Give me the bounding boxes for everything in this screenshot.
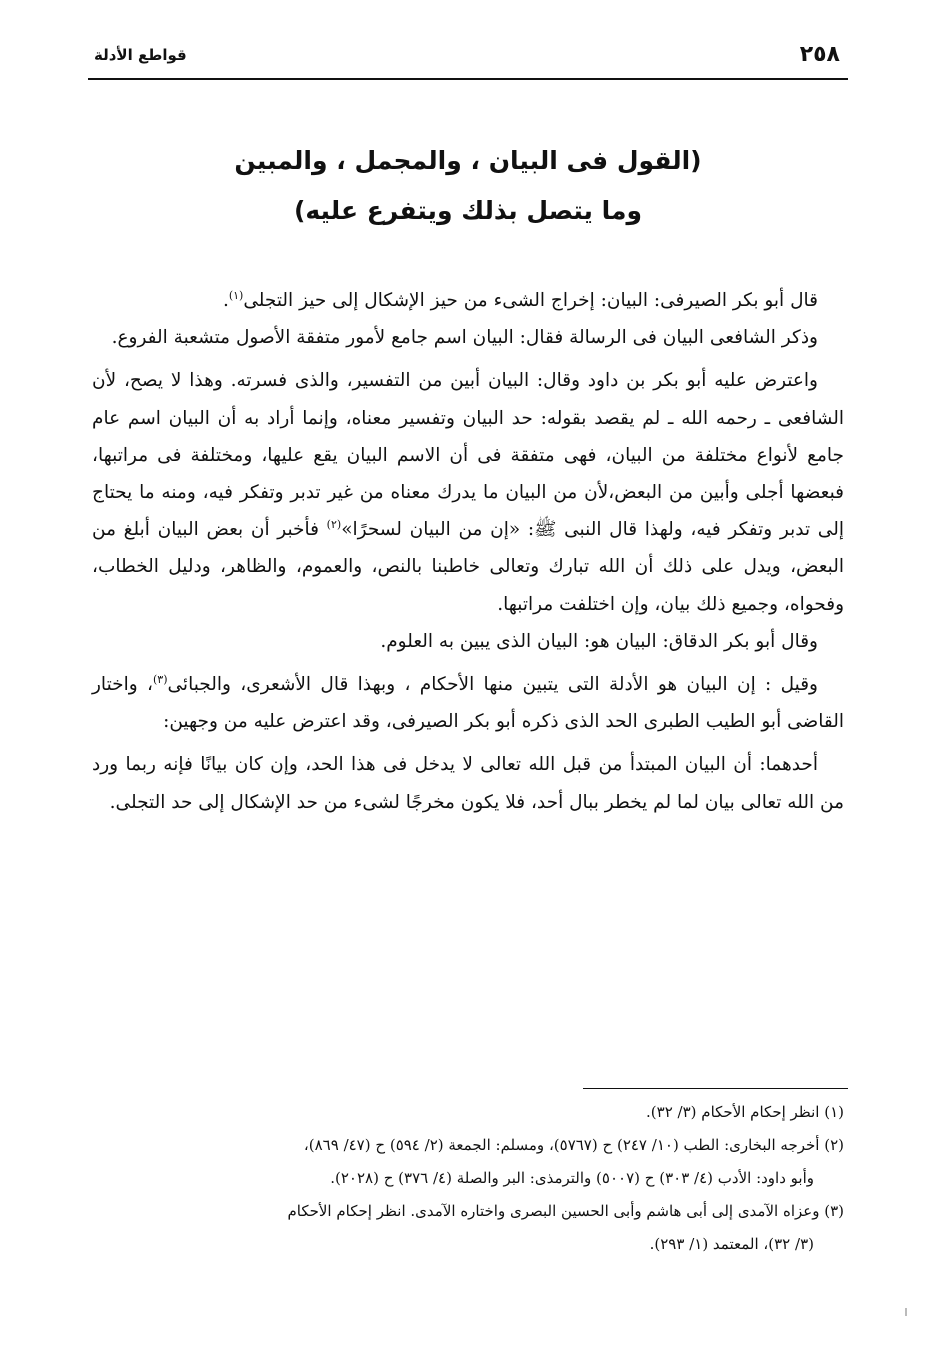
footnote-1: (١) انظر إحكام الأحكام (٣/ ٣٢). xyxy=(646,1103,844,1121)
book-title: قواطع الأدلة xyxy=(94,46,187,64)
paragraph-text: واعترض عليه أبو بكر بن داود وقال: البيان أبين من التفسير، والذى فسرته. وهذا لا يصح، لأن الشافعى ـ رحمه الله ـ لم يقصد بقوله: حد البيان وتفسير معناه، وإنما أراد به أن البيان اسم عام جامع لأنواع مختلفة من البيان، فهى متفقة فى أن الاسم البيان يقع عليها، ومختلفة فى مراتبها، فبعضها أجلى وأبين من البعض،لأن من البيان ما يدرك معناه من غير تدبر وتفكر فيه، ومنه ما يحتاج إلى تدبر وتفكر فيه، ولهذا قال النبى ﷺ: «إن من البيان لسحرًا» xyxy=(92,370,845,541)
chapter-title xyxy=(88,136,848,236)
scan-speck xyxy=(905,1308,907,1316)
paragraph-text: قال أبو بكر الصيرفى: البيان: إخراج الشىء من حيز الإشكال إلى حيز التجلى xyxy=(243,290,818,311)
footnote-reference-2: (٢) xyxy=(326,518,342,532)
paragraph-ashari-definition xyxy=(92,666,844,740)
footnote-2: (٢) أخرجه البخارى: الطب (١٠/ ٢٤٧) ح (٥٧٦٧)، ومسلم: الجمعة (٢/ ٥٩٤) ح (٤٧/ ٨٦٩)، xyxy=(303,1136,844,1154)
footnote-3: (٣) وعزاه الآمدى إلى أبى هاشم وأبى الحسين البصرى واختاره الآمدى. انظر إحكام الأحكام xyxy=(287,1202,844,1220)
footnotes xyxy=(92,1096,844,1261)
main-text xyxy=(92,282,844,821)
paragraph-daqqaq-definition: وقال أبو بكر الدقاق: البيان هو: البيان الذى يبين به العلوم. xyxy=(380,630,818,652)
paragraph-first-objection: أحدهما: أن البيان المبتدأ من قبل الله تعالى لا يدخل فى هذا الحد، وإن كان بيانًا فإنه ربما ورد من الله تعالى بيان لما لم يخطر ببال أحد، فلا يكون مخرجًا لشىء من حد الإشكال إلى حد التجلى. xyxy=(92,754,844,813)
paragraph-shafii-risala: وذكر الشافعى البيان فى الرسالة فقال: البيان اسم جامع لأمور متفقة الأصول متشعبة الفروع. xyxy=(111,327,818,349)
paragraph-sayrafi-definition xyxy=(92,282,844,319)
header-rule xyxy=(88,78,848,80)
footnote-rule xyxy=(583,1088,848,1089)
paragraph-text-continued: فأخبر أن بعض البيان أبلغ من البعض، ويدل على ذلك أن الله تبارك وتعالى خاطبنا بالنص، والعموم، والظاهر، ودليل الخطاب، وفحواه، وجميع ذلك بيان، وإن اختلفت مراتبها. xyxy=(92,519,844,615)
footnote-2-continued: وأبو داود: الأدب (٤/ ٣٠٣) ح (٥٠٠٧) والترمذى: البر والصلة (٤/ ٣٧٦) ح (٢٠٢٨). xyxy=(330,1169,814,1187)
page-number: ٢٥٨ xyxy=(799,42,840,67)
paragraph-ibn-dawud-objection xyxy=(92,362,844,622)
chapter-title-line-2: وما يتصل بذلك ويتفرع عليه) xyxy=(293,196,643,225)
running-header xyxy=(88,38,848,74)
footnote-3-continued: (٣/ ٣٢)، المعتمد (١/ ٢٩٣). xyxy=(649,1235,814,1253)
footnote-reference-1: (١) xyxy=(228,288,244,302)
paragraph-end: . xyxy=(222,290,229,311)
book-page xyxy=(88,38,848,1328)
paragraph-text: وقيل : إن البيان هو الأدلة التى يتبين منها الأحكام ، وبهذا قال الأشعرى، والجبائى xyxy=(167,674,818,696)
paragraph-text-continued: ، واختار القاضى أبو الطيب الطبرى الحد الذى ذكره أبو بكر الصيرفى، وقد اعترض عليه من وجهين: xyxy=(92,674,844,733)
footnote-reference-3: (٣) xyxy=(152,672,168,686)
chapter-title-line-1: (القول فى البيان ، والمجمل ، والمبين xyxy=(234,146,702,175)
